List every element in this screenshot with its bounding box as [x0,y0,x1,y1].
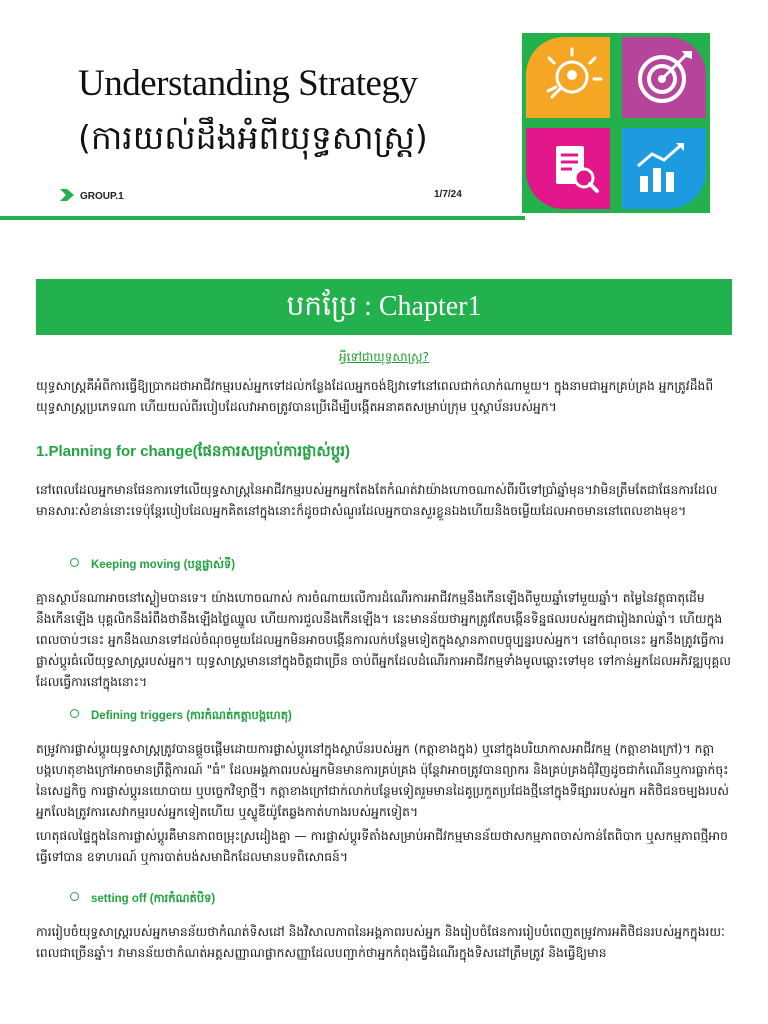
document-title-khmer: (ការយល់ដឹងអំពីយុទ្ធសាស្ត្រ) [78,118,428,157]
date-label: 1/7/24 [434,189,462,200]
section-heading: 1.Planning for change(ផែនការសម្រាប់ការផ្លាស់ប្តូរ) [36,443,350,460]
subheading-label: Keeping moving (បន្តផ្លាស់ទី) [91,559,236,571]
bar-chart-tile [622,128,706,209]
internal-reasons-paragraph: ហេតុផលផ្ទៃក្នុងនៃការផ្លាស់ប្តូរគឺមានភាពចម្រុះស្រដៀងគ្នា — ការផ្លាស់ប្តូរទីតាំងសម្រាប់អាជីវកម្មមានន័យថាសកម្មភាពចាស់កាន់តែពិបាក ឬសកម្មភាពថ្មីអាចធ្វើទៅបាន ឧទាហរណ៍ ឬការបាត់បង់សមាជិកដែលមានបទពិសោធន៍។ [36,829,728,864]
target-icon [622,37,706,118]
section-question-link[interactable]: អ្វីទៅជាយុទ្ធសាស្ត្រ? [339,350,429,364]
chapter-title: បកប្រែ : Chapter1 [286,291,482,322]
section-paragraph: នៅពេលដែលអ្នកមានផែនការទៅលើយុទ្ធសាស្ត្រនៃអាជីវកម្មរបស់អ្នកអ្នកតែងតែកំណត់វាយ៉ាងហោចណាស់ពីរបីទៅប្រាំឆ្នាំមុន។វាមិនត្រឹមតែជាផែនការដែលមានសារៈសំខាន់នោះទេប៉ុន្តែរបៀបដែលអ្នកគិតនៅក្នុងនោះក៏ដូចជាសំណួរដែលអ្នកបានសួរខ្លួនឯងហើយនិងចម្លើយដែលអាចមាននៅពេលខាងមុខ។ [36,483,718,518]
document-search-icon [526,128,610,209]
circle-bullet-icon [70,892,79,901]
subheading-defining-triggers [70,708,292,725]
circle-bullet-icon [70,558,79,567]
subheading-setting-off [70,891,215,908]
circle-bullet-icon [70,709,79,718]
header-divider [0,216,525,220]
setting-off-paragraph: ការរៀបចំយុទ្ធសាស្ត្ររបស់អ្នកមានន័យថាកំណត់ទិសដៅ និងវិសាលភាពនៃអង្គភាពរបស់អ្នក និងរៀបចំផែនការរៀបបំពេញតម្រូវការអតិថិជនរបស់អ្នកក្នុងរយៈពេលជាច្រើនឆ្នាំ។ វាមានន័យថាកំណត់អត្តសញ្ញាណផ្លាកសញ្ញាដែលបញ្ជាក់ថាអ្នកកំពុងធ្វើដំណើរក្នុងទិសដៅត្រឹមត្រូវ និងធ្វើឱ្យមាន [36,925,725,960]
subheading-keeping-moving [70,557,235,574]
document-title: Understanding Strategy [78,63,418,104]
defining-triggers-paragraph: តម្រូវការផ្លាស់ប្តូរយុទ្ធសាស្ត្រត្រូវបានផ្តួចផ្តើមដោយការផ្លាស់ប្តូរនៅក្នុងស្ថាប័នរបស់អ្នក (កត្តាខាងក្នុង) ឬនៅក្នុងបរិយាកាសអាជីវកម្ម (កត្តាខាងក្រៅ)។ កត្តាបង្កហេតុខាងក្រៅអាចមានព្រឹត្តិការណ៍ "ធំ" ដែលអង្គភាពរបស់អ្នកមិនមានការគ្រប់គ្រង ប៉ុន្តែវាអាចត្រូវបានព្យាករ និងគ្រប់គ្រងជុំវិញដូចជាកំណើនឬការធ្លាក់ចុះនៃសេដ្ឋកិច្ច ការផ្លាស់ប្តូរនយោបាយ ឬបច្ចេកវិទ្យាថ្មី។ កត្តាខាងក្រៅជាក់លាក់បន្ថែមទៀតរួមមានដៃគូប្រកួតប្រជែងថ្មីនៅក្នុងទីផ្សាររបស់អ្នក អតិថិជនចម្បងរបស់អ្នកលែងត្រូវការសេវាកម្មរបស់អ្នកទៀតហើយ ឬស្ទូឌីយ៉ូតែឆ្លងកាត់ហាងរបស់អ្នកទៀត។ [36,742,729,819]
subheading-label: Defining triggers (ការកំណត់កត្តាបង្កហេតុ) [91,710,292,722]
lightbulb-tile [526,37,610,118]
chevron-right-icon [60,189,74,201]
strategy-logo [522,33,710,213]
document-search-tile [526,128,610,209]
keeping-moving-paragraph: គ្មានស្ថាប័នណាអាចនៅស្ងៀមបានទេ។ យ៉ាងហោចណាស់ ការចំណាយលើការដំណើរការអាជីវកម្មនឹងកើនឡើងពីមួយឆ្នាំទៅមួយឆ្នាំ។ តម្លៃនៃវត្ថុធាតុដើមនឹងកើនឡើង បុគ្គលិកនឹងរំពឹងថានឹងឡើងថ្លៃឈ្នួល ហើយការជួលនឹងកើនឡើង។ នេះមានន័យថាអ្នកត្រូវតែបង្កើនទិន្នផលរបស់អ្នកជារៀងរាល់ឆ្នាំ។ ហើយក្នុងពេលចាប់ៗនេះ អ្នកនឹងឈានទៅដល់ចំណុចមួយដែលអ្នកមិនអាចបង្កើនការលក់បន្ថែមទៀតក្នុងស្ថានភាពបច្ចុប្បន្នរបស់អ្នក។ នៅចំណុចនេះ អ្នកនឹងត្រូវធ្វើការផ្លាស់ប្តូរធំលើយុទ្ធសាស្ត្ររបស់អ្នក។ យុទ្ធសាស្ត្រមាននៅក្នុងចិត្តជាច្រើន ចាប់ពីអ្នកដែលដំណើរការអាជីវកម្មទាំងមូលឆ្ពោះទៅមុខ ទៅកាន់អ្នកដែលអភិវឌ្ឍបុគ្គលដែលធ្វើការនៅក្នុងនោះ។ [36,591,731,689]
group-label: GROUP.1 [80,191,124,202]
lightbulb-icon [526,37,610,118]
target-tile [622,37,706,118]
bar-chart-icon [622,128,706,209]
intro-paragraph: យុទ្ធសាស្ត្រគឺអំពីការធ្វើឱ្យប្រាកដថាអាជីវកម្មរបស់អ្នកទៅដល់កន្លែងដែលអ្នកចង់ឱ្យវាទៅនៅពេលជាក់លាក់ណាមួយ។ ក្នុងនាមជាអ្នកគ្រប់គ្រង អ្នកត្រូវដឹងពីយុទ្ធសាស្ត្រប្រភេទណា ហើយយល់ពីរបៀបដែលវាអាចត្រូវបានប្រើដើម្បីបង្កើតអនាគតសម្រាប់ក្រុម ឬស្ថាប័នរបស់អ្នក។ [36,379,714,414]
subheading-label: setting off (ការកំណត់បិទ) [91,893,216,905]
chapter-banner [36,279,732,335]
